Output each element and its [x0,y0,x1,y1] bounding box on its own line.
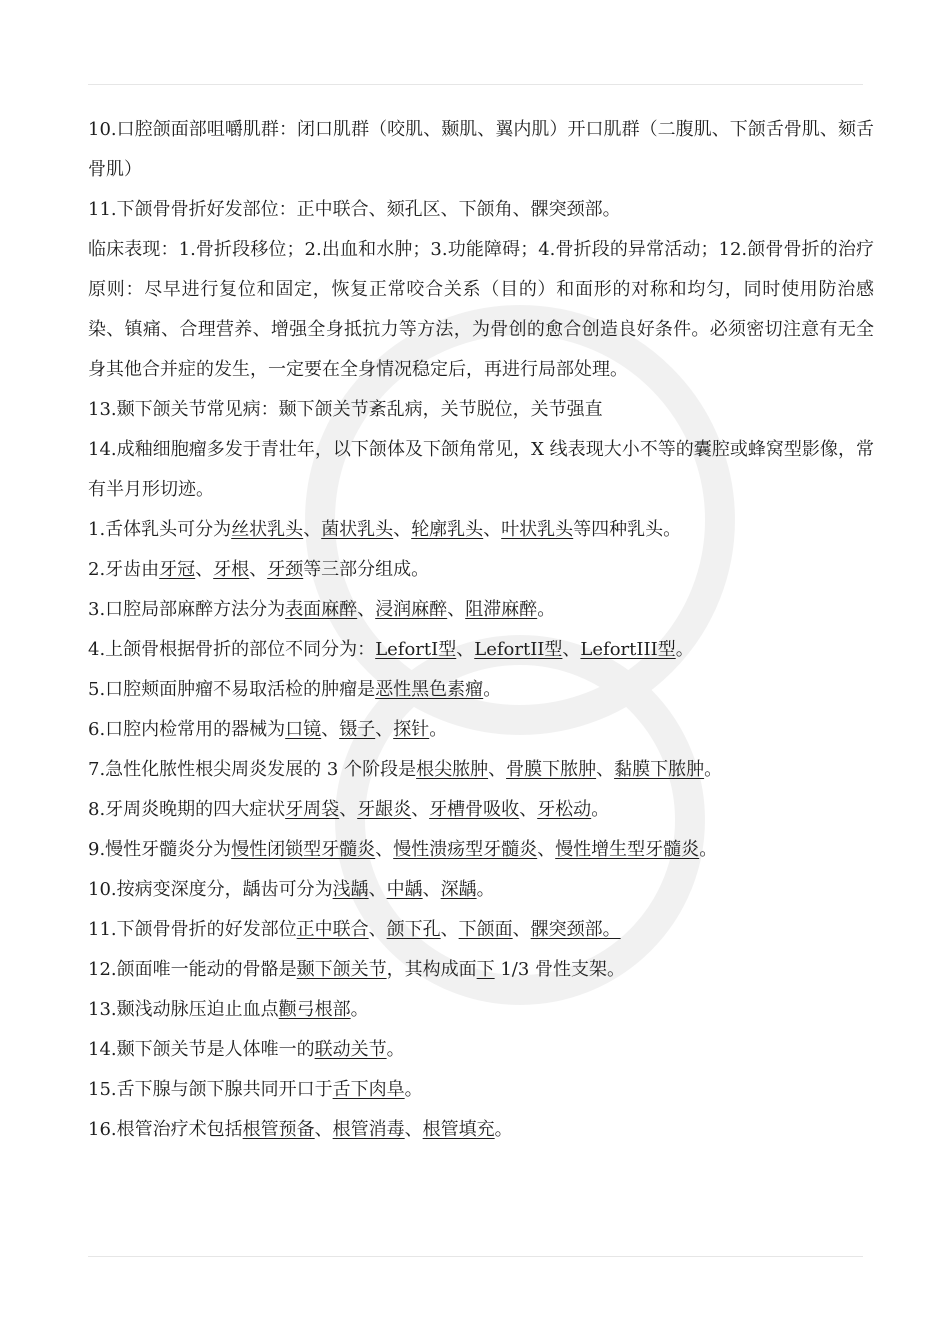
question-1: 1.舌体乳头可分为丝状乳头、菌状乳头、轮廓乳头、叶状乳头等四种乳头。 [88,519,682,540]
question-12: 12.颌面唯一能动的骨骼是颞下颌关节，其构成面下 1/3 骨性支架。 [88,959,626,980]
answer: 正中联合 [296,919,369,940]
answer: 丝状乳头 [231,519,304,540]
question-8: 8.牙周炎晚期的四大症状牙周袋、牙龈炎、牙槽骨吸收、牙松动。 [88,799,610,820]
answer: 舌下肉阜 [332,1079,405,1100]
answer: 颞下颌关节 [296,959,387,980]
question-9: 9.慢性牙髓炎分为慢性闭锁型牙髓炎、慢性溃疡型牙髓炎、慢性增生型牙髓炎。 [88,839,718,860]
answer: 根尖脓肿 [416,759,489,780]
answer: 根管预备 [242,1119,315,1140]
answer: LefortI型 [375,639,457,660]
answer: 根管消毒 [332,1119,405,1140]
answer: LefortIII型 [580,639,676,660]
answer: 慢性增生型牙髓炎 [555,839,700,860]
question-4: 4.上颌骨根据骨折的部位不同分为：LefortI型、LefortII型、LefortIII型。 [88,639,694,660]
paragraph-clinical-and-treatment: 临床表现：1.骨折段移位；2.出血和水肿；3.功能障碍；4.骨折段的异常活动；12.颌骨骨折的治疗原则：尽早进行复位和固定，恢复正常咬合关系（目的）和面形的对称和均匀，同时使用防治感染、镇痛、合理营养、增强全身抵抗力等方法，为骨创的愈合创造良好条件。必须密切注意有无全身其他合并症的发生，一定要在全身情况稳定后，再进行局部处理。 [88,239,874,380]
question-3: 3.口腔局部麻醉方法分为表面麻醉、浸润麻醉、阻滞麻醉。 [88,599,556,620]
question-14: 14.颞下颌关节是人体唯一的联动关节。 [88,1039,405,1060]
answer: 口镜 [285,719,322,740]
question-15: 15.舌下腺与颌下腺共同开口于舌下肉阜。 [88,1079,423,1100]
answer: 颧弓根部 [278,999,351,1020]
paragraph-masticatory-muscles: 10.口腔颌面部咀嚼肌群：闭口肌群（咬肌、颞肌、翼内肌）开口肌群（二腹肌、下颌舌骨肌、颏舌骨肌） [88,119,874,180]
question-6: 6.口腔内检常用的器械为口镜、镊子、探针。 [88,719,448,740]
answer: 慢性闭锁型牙髓炎 [231,839,376,860]
answer: 镊子 [339,719,376,740]
answer: 牙松动 [537,799,592,820]
question-7: 7.急性化脓性根尖周炎发展的 3 个阶段是根尖脓肿、骨膜下脓肿、黏膜下脓肿。 [88,759,723,780]
paragraph-mandible-fracture-sites: 11.下颌骨骨折好发部位：正中联合、颏孔区、下颌角、髁突颈部。 [88,199,621,220]
question-11: 11.下颌骨骨折的好发部位正中联合、颌下孔、下颌面、髁突颈部。 [88,919,621,940]
answer: 牙周袋 [285,799,340,820]
question-13: 13.颞浅动脉压迫止血点颧弓根部。 [88,999,369,1020]
answer: 牙槽骨吸收 [429,799,520,820]
answer: 轮廓乳头 [411,519,484,540]
footer-rule [88,1256,863,1257]
answer: 浅龋 [332,879,369,900]
paragraph-ameloblastoma: 14.成釉细胞瘤多发于青壮年，以下颌体及下颌角常见，X 线表现大小不等的囊腔或蜂窝型影像，常有半月形切迹。 [88,439,874,500]
answer: 叶状乳头 [501,519,574,540]
answer: 深龋 [440,879,477,900]
answer: 阻滞麻醉 [465,599,538,620]
answer: 牙根 [213,559,250,580]
answer: 髁突颈部。 [530,919,621,940]
question-2: 2.牙齿由牙冠、牙根、牙颈等三部分组成。 [88,559,430,580]
answer: 慢性溃疡型牙髓炎 [393,839,538,860]
header-rule [88,84,863,85]
answer: 下颌面 [458,919,513,940]
question-16: 16.根管治疗术包括根管预备、根管消毒、根管填充。 [88,1119,513,1140]
answer: 牙颈 [267,559,304,580]
answer: 下 [476,959,495,980]
answer: 浸润麻醉 [375,599,448,620]
answer: 菌状乳头 [321,519,394,540]
question-10: 10.按病变深度分，龋齿可分为浅龋、中龋、深龋。 [88,879,495,900]
answer: 根管填充 [422,1119,495,1140]
answer: 骨膜下脓肿 [506,759,597,780]
answer: 颌下孔 [386,919,441,940]
document-body [88,110,874,1150]
answer: 恶性黑色素瘤 [375,679,484,700]
answer: 表面麻醉 [285,599,358,620]
answer: 联动关节 [314,1039,387,1060]
answer: 中龋 [386,879,423,900]
answer: 牙冠 [159,559,196,580]
answer: 牙龈炎 [357,799,412,820]
answer: 黏膜下脓肿 [614,759,705,780]
answer: LefortII型 [474,639,563,660]
answer: 探针 [393,719,430,740]
paragraph-tmj-diseases: 13.颞下颌关节常见病：颞下颌关节紊乱病，关节脱位，关节强直 [88,399,603,420]
question-5: 5.口腔颊面肿瘤不易取活检的肿瘤是恶性黑色素瘤。 [88,679,502,700]
